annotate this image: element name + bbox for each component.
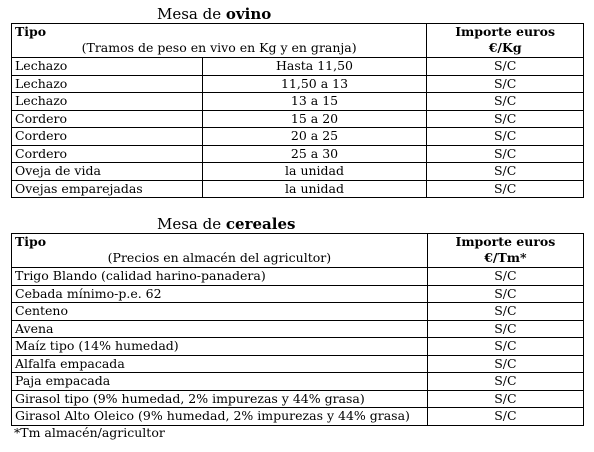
cereales-row	[12, 303, 584, 321]
ovino-cell-tipo: Cordero	[12, 128, 203, 146]
ovino-header-row	[12, 24, 584, 58]
cereales-cell-importe: S/C	[427, 268, 583, 286]
cereales-row	[12, 373, 584, 391]
ovino-cell-peso: 13 a 15	[202, 93, 426, 111]
ovino-table	[11, 23, 584, 198]
ovino-header-tipo-cell	[12, 24, 427, 58]
ovino-header-price-line2: €/Kg	[488, 40, 522, 55]
ovino-row	[12, 75, 584, 93]
ovino-cell-peso: 15 a 20	[202, 110, 426, 128]
ovino-header-tipo: Tipo	[15, 24, 47, 39]
ovino-cell-tipo: Ovejas emparejadas	[12, 180, 203, 198]
cereales-row	[12, 355, 584, 373]
cereales-row	[12, 268, 584, 286]
cereales-header-row	[12, 234, 584, 268]
ovino-cell-importe: S/C	[427, 58, 584, 76]
ovino-row	[12, 145, 584, 163]
ovino-row	[12, 58, 584, 76]
ovino-row	[12, 93, 584, 111]
ovino-cell-importe: S/C	[427, 75, 584, 93]
ovino-cell-importe: S/C	[427, 128, 584, 146]
cereales-cell-tipo: Alfalfa empacada	[12, 355, 428, 373]
ovino-cell-peso: 25 a 30	[202, 145, 426, 163]
cereales-header-price-line2: €/Tm*	[484, 250, 527, 265]
cereales-row	[12, 285, 584, 303]
cereales-cell-tipo: Avena	[12, 320, 428, 338]
cereales-header-price-cell	[427, 234, 583, 268]
cereales-row	[12, 320, 584, 338]
ovino-cell-tipo: Cordero	[12, 145, 203, 163]
ovino-cell-tipo: Oveja de vida	[12, 163, 203, 181]
cereales-cell-tipo: Girasol tipo (9% humedad, 2% impurezas y 44% grasa)	[12, 390, 428, 408]
cereales-header-tipo: Tipo	[15, 234, 47, 249]
cereales-row	[12, 408, 584, 426]
ovino-row	[12, 128, 584, 146]
ovino-cell-tipo: Lechazo	[12, 58, 203, 76]
cereales-cell-tipo: Girasol Alto Oleico (9% humedad, 2% impurezas y 44% grasa)	[12, 408, 428, 426]
ovino-cell-importe: S/C	[427, 180, 584, 198]
cereales-cell-importe: S/C	[427, 390, 583, 408]
cereales-row	[12, 390, 584, 408]
cereales-cell-importe: S/C	[427, 408, 583, 426]
ovino-header-price-cell	[427, 24, 584, 58]
ovino-cell-tipo: Lechazo	[12, 93, 203, 111]
ovino-cell-peso: 20 a 25	[202, 128, 426, 146]
ovino-title	[157, 5, 271, 23]
cereales-cell-tipo: Paja empacada	[12, 373, 428, 391]
ovino-cell-peso: la unidad	[202, 180, 426, 198]
ovino-cell-importe: S/C	[427, 145, 584, 163]
cereales-cell-tipo: Trigo Blando (calidad harino-panadera)	[12, 268, 428, 286]
ovino-header-price-line1: Importe euros	[455, 24, 556, 39]
cereales-header-tipo-cell	[12, 234, 428, 268]
ovino-cell-peso: la unidad	[202, 163, 426, 181]
cereales-cell-tipo: Centeno	[12, 303, 428, 321]
cereales-cell-importe: S/C	[427, 320, 583, 338]
ovino-header-sub: (Tramos de peso en vivo en Kg y en granja)	[81, 40, 357, 55]
cereales-table	[11, 233, 584, 426]
cereales-cell-importe: S/C	[427, 373, 583, 391]
ovino-title-prefix: Mesa de	[157, 5, 226, 23]
ovino-row	[12, 110, 584, 128]
ovino-cell-peso: Hasta 11,50	[202, 58, 426, 76]
ovino-row	[12, 163, 584, 181]
cereales-row	[12, 338, 584, 356]
cereales-cell-tipo: Cebada mínimo-p.e. 62	[12, 285, 428, 303]
cereales-title	[157, 215, 295, 233]
ovino-cell-importe: S/C	[427, 163, 584, 181]
cereales-title-bold: cereales	[225, 215, 296, 233]
cereales-title-prefix: Mesa de	[157, 215, 226, 233]
cereales-cell-importe: S/C	[427, 285, 583, 303]
ovino-title-bold: ovino	[225, 5, 272, 23]
cereales-cell-importe: S/C	[427, 303, 583, 321]
ovino-cell-tipo: Cordero	[12, 110, 203, 128]
cereales-cell-importe: S/C	[427, 338, 583, 356]
cereales-header-price-line1: Importe euros	[455, 234, 556, 249]
ovino-row	[12, 180, 584, 198]
ovino-cell-tipo: Lechazo	[12, 75, 203, 93]
ovino-cell-importe: S/C	[427, 110, 584, 128]
ovino-cell-importe: S/C	[427, 93, 584, 111]
ovino-cell-peso: 11,50 a 13	[202, 75, 426, 93]
cereales-cell-importe: S/C	[427, 355, 583, 373]
cereales-footnote: *Tm almacén/agricultor	[14, 425, 165, 440]
cereales-header-sub: (Precios en almacén del agricultor)	[107, 250, 332, 265]
cereales-cell-tipo: Maíz tipo (14% humedad)	[12, 338, 428, 356]
